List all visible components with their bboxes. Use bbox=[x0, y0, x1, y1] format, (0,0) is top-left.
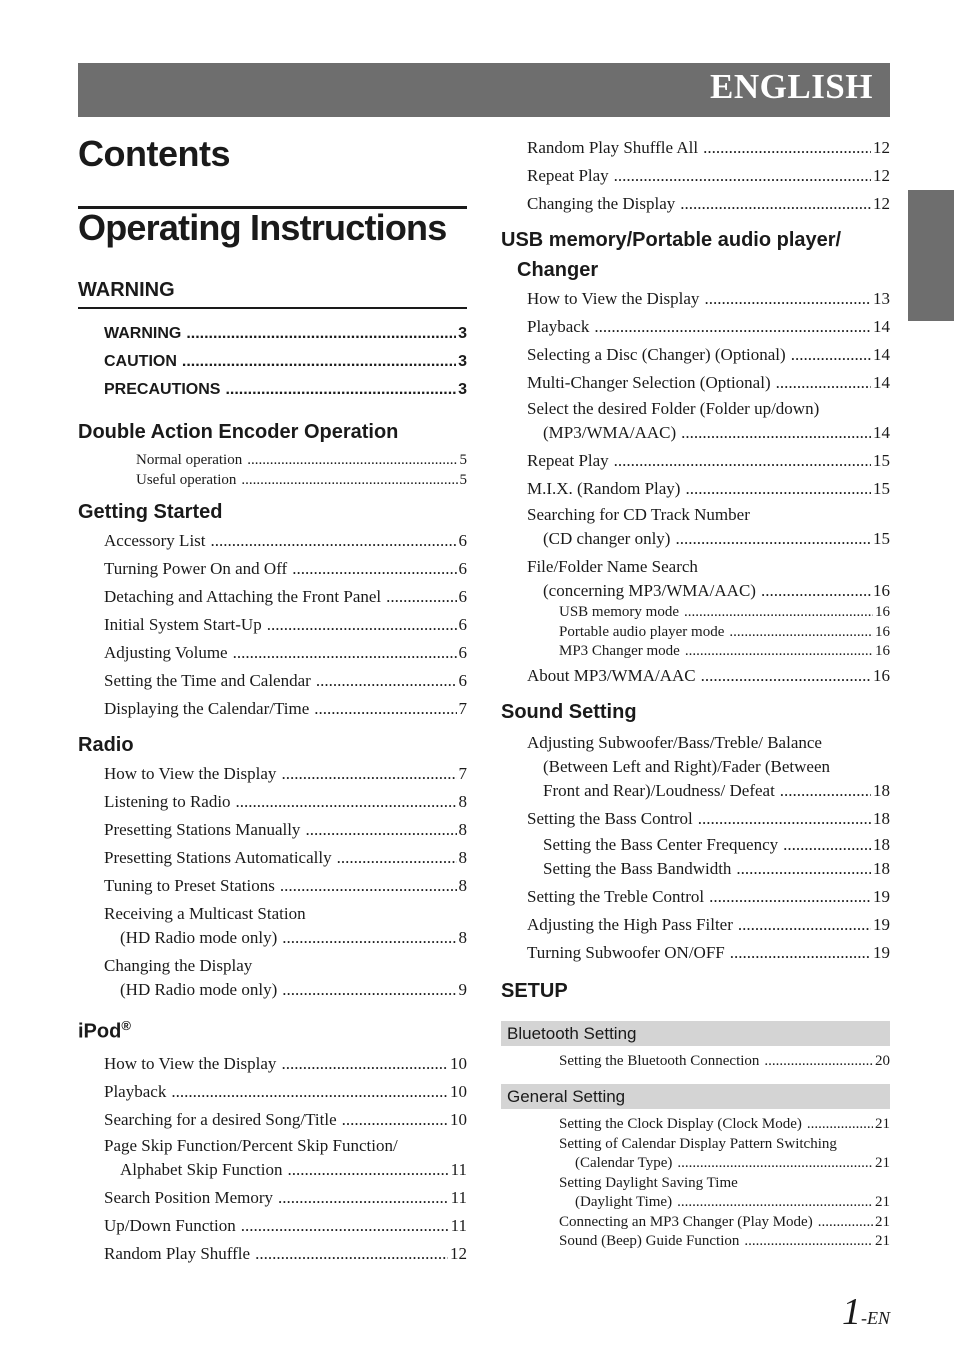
dot-leader bbox=[281, 1050, 448, 1078]
entry-title: How to View the Display bbox=[527, 289, 700, 308]
bluetooth-setting-bar: Bluetooth Setting bbox=[501, 1021, 890, 1046]
dot-leader bbox=[280, 872, 457, 900]
toc-entry[interactable] bbox=[78, 1050, 467, 1078]
dot-leader bbox=[241, 471, 457, 491]
entry-page: 8 bbox=[458, 876, 467, 895]
toc-entry[interactable] bbox=[501, 939, 890, 967]
dot-leader bbox=[182, 348, 456, 376]
dot-leader bbox=[791, 341, 871, 369]
entry-page: 16 bbox=[873, 581, 890, 600]
entry-title: How to View the Display bbox=[104, 764, 277, 783]
entry-page: 12 bbox=[873, 166, 890, 185]
entry-title: MP3 Changer mode bbox=[559, 643, 680, 659]
entry-page: 14 bbox=[873, 373, 890, 392]
dot-leader bbox=[386, 583, 456, 611]
entry-title: (concerning MP3/WMA/AAC) bbox=[543, 581, 756, 600]
entry-page: 3 bbox=[458, 325, 467, 342]
entry-page: 5 bbox=[459, 452, 467, 468]
entry-title: Displaying the Calendar/Time bbox=[104, 699, 310, 718]
entry-page: 16 bbox=[873, 665, 890, 685]
entry-title: USB memory mode bbox=[559, 604, 679, 620]
entry-title: How to View the Display bbox=[104, 1053, 277, 1073]
entry-page: 9 bbox=[458, 980, 467, 999]
entry-line: Setting Daylight Saving Time bbox=[559, 1174, 738, 1191]
dot-leader bbox=[680, 190, 871, 218]
entry-page: 10 bbox=[450, 1053, 467, 1073]
dot-leader bbox=[704, 285, 871, 313]
toc-entry[interactable] bbox=[501, 603, 890, 623]
toc-entry[interactable] bbox=[78, 788, 467, 816]
side-tab-marker bbox=[908, 190, 954, 321]
dot-leader bbox=[764, 1052, 873, 1072]
entry-page: 16 bbox=[875, 643, 890, 659]
dot-leader bbox=[236, 788, 457, 816]
dot-leader bbox=[783, 833, 871, 857]
entry-title: Alphabet Skip Function bbox=[120, 1159, 283, 1179]
dot-leader bbox=[233, 639, 457, 667]
entry-title: Turning Power On and Off bbox=[104, 559, 288, 578]
entry-line: Setting of Calendar Display Pattern Switching bbox=[559, 1135, 837, 1152]
page-number bbox=[842, 1290, 890, 1334]
entry-page: 21 bbox=[875, 1233, 890, 1249]
entry-title: Changing the Display bbox=[527, 194, 676, 213]
dot-leader bbox=[225, 376, 456, 404]
toc-right-column bbox=[501, 134, 890, 1252]
dot-leader bbox=[684, 603, 873, 623]
entry-title: Accessory List bbox=[104, 531, 206, 550]
toc-entry[interactable] bbox=[501, 642, 890, 662]
entry-page: 5 bbox=[459, 471, 467, 488]
entry-page: 18 bbox=[873, 780, 890, 800]
toc-entry[interactable] bbox=[78, 1240, 467, 1268]
toc-entry-beep-guide[interactable] bbox=[501, 1232, 890, 1252]
sound-list bbox=[501, 883, 890, 967]
entry-line: File/Folder Name Search bbox=[527, 557, 698, 576]
entry-title: PRECAUTIONS bbox=[104, 381, 221, 398]
page-title: Contents bbox=[78, 133, 230, 174]
toc-entry-about-mp3[interactable] bbox=[501, 662, 890, 690]
entry-title: Useful operation bbox=[136, 471, 237, 488]
dot-leader bbox=[730, 939, 871, 967]
section-title: Operating Instructions bbox=[78, 207, 447, 248]
entry-page: 6 bbox=[458, 531, 467, 550]
entry-page: 7 bbox=[458, 764, 467, 783]
entry-page: 3 bbox=[458, 353, 467, 370]
toc-entry[interactable] bbox=[501, 369, 890, 397]
page-number-digit: 1 bbox=[842, 1291, 861, 1333]
toc-entry[interactable] bbox=[501, 1052, 890, 1072]
dot-leader bbox=[614, 162, 871, 190]
dot-leader bbox=[685, 475, 871, 503]
toc-entry[interactable] bbox=[78, 1078, 467, 1106]
toc-entry[interactable] bbox=[78, 1106, 467, 1134]
toc-entry[interactable] bbox=[78, 555, 467, 583]
warning-heading: WARNING bbox=[78, 279, 175, 301]
entry-page: 11 bbox=[450, 1159, 467, 1179]
entry-title: Up/Down Function bbox=[104, 1215, 236, 1235]
toc-entry[interactable] bbox=[78, 471, 467, 491]
entry-title: Listening to Radio bbox=[104, 792, 231, 811]
page-number-suffix: -EN bbox=[861, 1308, 890, 1328]
entry-page: 14 bbox=[873, 345, 890, 364]
entry-title: Presetting Stations Automatically bbox=[104, 848, 332, 867]
entry-page: 15 bbox=[873, 451, 890, 470]
dot-leader bbox=[709, 883, 871, 911]
ipod-list-c bbox=[501, 134, 890, 218]
entry-line: Receiving a Multicast Station bbox=[104, 904, 306, 923]
entry-title: Sound (Beep) Guide Function bbox=[559, 1233, 740, 1249]
entry-page: 6 bbox=[458, 615, 467, 634]
usb-list-a bbox=[501, 285, 890, 397]
toc-entry[interactable] bbox=[78, 583, 467, 611]
entry-page: 10 bbox=[450, 1109, 467, 1129]
bluetooth-list bbox=[501, 1052, 890, 1072]
toc-entry[interactable] bbox=[78, 348, 467, 376]
entry-page: 8 bbox=[458, 820, 467, 839]
entry-title: Selecting a Disc (Changer) (Optional) bbox=[527, 345, 786, 364]
entry-title: (Daylight Time) bbox=[575, 1194, 673, 1210]
dot-leader bbox=[729, 623, 873, 643]
entry-title: Repeat Play bbox=[527, 166, 609, 185]
toc-entry[interactable] bbox=[501, 285, 890, 313]
entry-line: Adjusting Subwoofer/Bass/Treble/ Balance bbox=[527, 732, 822, 752]
entry-title: (HD Radio mode only) bbox=[120, 928, 278, 947]
toc-entry[interactable] bbox=[501, 341, 890, 369]
toc-entry[interactable] bbox=[78, 376, 467, 404]
dot-leader bbox=[614, 447, 871, 475]
radio-heading: Radio bbox=[78, 734, 134, 756]
entry-title: Normal operation bbox=[136, 452, 243, 468]
dot-leader bbox=[736, 857, 871, 881]
sound-setting-heading: Sound Setting bbox=[501, 700, 637, 723]
toc-entry[interactable] bbox=[78, 611, 467, 639]
entry-page: 21 bbox=[875, 1155, 890, 1171]
dot-leader bbox=[776, 369, 871, 397]
toc-entry[interactable] bbox=[501, 447, 890, 475]
toc-entry[interactable] bbox=[501, 623, 890, 643]
entry-title: Random Play Shuffle All bbox=[527, 138, 699, 157]
entry-title: Repeat Play bbox=[527, 451, 609, 470]
entry-page: 6 bbox=[458, 587, 467, 606]
entry-title: Front and Rear)/Loudness/ Defeat bbox=[543, 780, 775, 800]
ipod-list-b bbox=[78, 1184, 467, 1268]
toc-entry[interactable] bbox=[78, 527, 467, 555]
entry-page: 21 bbox=[875, 1213, 890, 1230]
entry-page: 14 bbox=[873, 423, 890, 442]
entry-page: 20 bbox=[875, 1052, 890, 1069]
entry-title: Turning Subwoofer ON/OFF bbox=[527, 942, 725, 962]
entry-title: Connecting an MP3 Changer (Play Mode) bbox=[559, 1213, 813, 1230]
entry-page: 18 bbox=[873, 858, 890, 878]
language-banner bbox=[78, 63, 890, 117]
toc-entry-folder-select[interactable] bbox=[501, 397, 890, 445]
dot-leader bbox=[703, 134, 871, 162]
toc-entry-bass-control[interactable] bbox=[501, 805, 890, 833]
entry-page: 6 bbox=[458, 559, 467, 578]
entry-page: 12 bbox=[450, 1243, 467, 1263]
entry-page: 8 bbox=[458, 928, 467, 947]
dot-leader bbox=[247, 451, 457, 471]
toc-entry[interactable] bbox=[78, 816, 467, 844]
toc-entry-daylight-saving[interactable] bbox=[501, 1174, 890, 1213]
toc-entry[interactable] bbox=[78, 695, 467, 723]
radio-list bbox=[78, 760, 467, 900]
entry-title: Adjusting Volume bbox=[104, 643, 228, 662]
getting-started-list bbox=[78, 527, 467, 723]
registered-mark: ® bbox=[121, 1018, 131, 1033]
entry-page: 12 bbox=[873, 138, 890, 157]
toc-entry[interactable] bbox=[78, 760, 467, 788]
toc-entry[interactable] bbox=[78, 1212, 467, 1240]
entry-title: Setting the Treble Control bbox=[527, 886, 705, 906]
dot-leader bbox=[267, 611, 457, 639]
dot-leader bbox=[594, 313, 871, 341]
entry-page: 8 bbox=[458, 792, 467, 811]
entry-page: 16 bbox=[875, 623, 890, 640]
entry-page: 19 bbox=[873, 914, 890, 934]
toc-entry[interactable] bbox=[501, 313, 890, 341]
dot-leader bbox=[281, 760, 456, 788]
toc-entry[interactable] bbox=[78, 639, 467, 667]
toc-entry[interactable] bbox=[501, 857, 890, 881]
toc-entry-cd-track[interactable] bbox=[501, 503, 890, 551]
dot-leader bbox=[241, 1212, 449, 1240]
entry-title: Search Position Memory bbox=[104, 1187, 274, 1207]
entry-title: Adjusting the High Pass Filter bbox=[527, 914, 733, 934]
entry-title: Playback bbox=[527, 317, 590, 336]
toc-left-column bbox=[78, 278, 467, 1268]
entry-title: (Calendar Type) bbox=[575, 1155, 673, 1171]
toc-entry-mp3-changer-play-mode[interactable] bbox=[501, 1213, 890, 1233]
entry-title: (CD changer only) bbox=[543, 529, 671, 548]
entry-page: 19 bbox=[873, 886, 890, 906]
entry-page: 14 bbox=[873, 317, 890, 336]
entry-title: Tuning to Preset Stations bbox=[104, 876, 275, 895]
entry-title: Setting the Time and Calendar bbox=[104, 671, 311, 690]
entry-title: Initial System Start-Up bbox=[104, 615, 262, 634]
toc-entry-adjusting-subwoofer[interactable] bbox=[501, 731, 890, 803]
entry-page: 15 bbox=[873, 479, 890, 498]
entry-page: 11 bbox=[450, 1215, 467, 1235]
banner-label: ENGLISH bbox=[710, 67, 873, 106]
entry-page: 21 bbox=[875, 1194, 890, 1210]
usb-list-b bbox=[501, 447, 890, 503]
setup-heading: SETUP bbox=[501, 979, 568, 1002]
entry-title: WARNING bbox=[104, 325, 182, 342]
entry-page: 8 bbox=[458, 848, 467, 867]
ipod-heading bbox=[78, 1014, 467, 1044]
warning-list bbox=[78, 320, 467, 404]
entry-title: (MP3/WMA/AAC) bbox=[543, 423, 677, 442]
entry-page: 16 bbox=[875, 604, 890, 620]
entry-page: 10 bbox=[450, 1081, 467, 1101]
entry-page: 7 bbox=[458, 699, 467, 718]
dot-leader bbox=[685, 642, 873, 662]
general-setting-bar: General Setting bbox=[501, 1084, 890, 1109]
dot-leader bbox=[292, 555, 456, 583]
encoder-list bbox=[78, 451, 467, 490]
entry-line: Changing the Display bbox=[104, 956, 253, 975]
toc-entry[interactable] bbox=[501, 134, 890, 162]
entry-page: 21 bbox=[875, 1116, 890, 1132]
toc-entry-page-skip[interactable] bbox=[78, 1134, 467, 1182]
dot-leader bbox=[211, 527, 457, 555]
entry-page: 18 bbox=[873, 834, 890, 854]
toc-entry[interactable] bbox=[78, 667, 467, 695]
toc-entry[interactable] bbox=[501, 162, 890, 190]
entry-page: 18 bbox=[873, 808, 890, 828]
dot-leader bbox=[186, 320, 456, 348]
entry-line: Page Skip Function/Percent Skip Function/ bbox=[104, 1135, 398, 1155]
entry-page: 12 bbox=[873, 194, 890, 213]
toc-entry[interactable] bbox=[78, 1184, 467, 1212]
encoder-heading: Double Action Encoder Operation bbox=[78, 421, 399, 443]
toc-entry[interactable] bbox=[78, 844, 467, 872]
entry-title: Searching for a desired Song/Title bbox=[104, 1109, 337, 1129]
entry-title: (HD Radio mode only) bbox=[120, 980, 278, 999]
entry-page: 13 bbox=[873, 289, 890, 308]
toc-entry[interactable] bbox=[78, 320, 467, 348]
entry-title: Random Play Shuffle bbox=[104, 1243, 251, 1263]
toc-entry[interactable] bbox=[78, 451, 467, 471]
ipod-heading-text: iPod bbox=[78, 1020, 122, 1043]
usb-heading-line2: Changer bbox=[517, 259, 599, 281]
bass-sub-list bbox=[501, 833, 890, 881]
toc-entry-file-folder-search[interactable] bbox=[501, 555, 890, 603]
dot-leader bbox=[255, 1240, 448, 1268]
dot-leader bbox=[316, 667, 457, 695]
toc-entry[interactable] bbox=[501, 475, 890, 503]
ipod-list-a bbox=[78, 1050, 467, 1134]
usb-heading-line1: USB memory/Portable audio player/ bbox=[501, 229, 842, 251]
entry-title: Setting the Bass Bandwidth bbox=[543, 858, 732, 878]
entry-title: M.I.X. (Random Play) bbox=[527, 479, 681, 498]
entry-title: Setting the Clock Display (Clock Mode) bbox=[559, 1116, 802, 1132]
entry-title: Setting the Bluetooth Connection bbox=[559, 1052, 760, 1069]
entry-title: CAUTION bbox=[104, 353, 177, 370]
dot-leader bbox=[278, 1184, 449, 1212]
entry-page: 19 bbox=[873, 942, 890, 962]
entry-page: 3 bbox=[458, 381, 467, 398]
toc-entry[interactable] bbox=[78, 872, 467, 900]
toc-entry[interactable] bbox=[501, 190, 890, 218]
dot-leader bbox=[171, 1078, 448, 1106]
entry-title: Presetting Stations Manually bbox=[104, 820, 301, 839]
entry-page: 15 bbox=[873, 529, 890, 548]
usb-heading bbox=[501, 228, 890, 282]
toc-entry[interactable] bbox=[501, 911, 890, 939]
dot-leader bbox=[305, 816, 456, 844]
toc-entry-calendar-pattern[interactable] bbox=[501, 1135, 890, 1174]
toc-entry-clock-display[interactable] bbox=[501, 1115, 890, 1135]
usb-mode-list bbox=[501, 603, 890, 662]
entry-title: Setting the Bass Control bbox=[527, 808, 693, 828]
entry-page: 11 bbox=[450, 1187, 467, 1207]
entry-title: About MP3/WMA/AAC bbox=[527, 665, 696, 685]
getting-started-heading: Getting Started bbox=[78, 501, 223, 523]
entry-line: Searching for CD Track Number bbox=[527, 505, 750, 524]
dot-leader bbox=[314, 695, 456, 723]
dot-leader bbox=[738, 911, 871, 939]
toc-entry[interactable] bbox=[501, 833, 890, 857]
dot-leader bbox=[337, 844, 457, 872]
entry-title: Portable audio player mode bbox=[559, 623, 725, 640]
toc-entry-changing-display-hd[interactable] bbox=[78, 954, 467, 1002]
entry-title: Detaching and Attaching the Front Panel bbox=[104, 587, 382, 606]
dot-leader bbox=[342, 1106, 448, 1134]
entry-line: Select the desired Folder (Folder up/down) bbox=[527, 399, 820, 418]
toc-entry-multicast[interactable] bbox=[78, 902, 467, 950]
entry-page: 6 bbox=[458, 643, 467, 662]
entry-title: Multi-Changer Selection (Optional) bbox=[527, 373, 771, 392]
entry-page: 6 bbox=[458, 671, 467, 690]
toc-entry[interactable] bbox=[501, 883, 890, 911]
entry-title: Playback bbox=[104, 1081, 167, 1101]
entry-line: (Between Left and Right)/Fader (Between bbox=[543, 756, 831, 776]
entry-title: Setting the Bass Center Frequency bbox=[543, 834, 779, 854]
